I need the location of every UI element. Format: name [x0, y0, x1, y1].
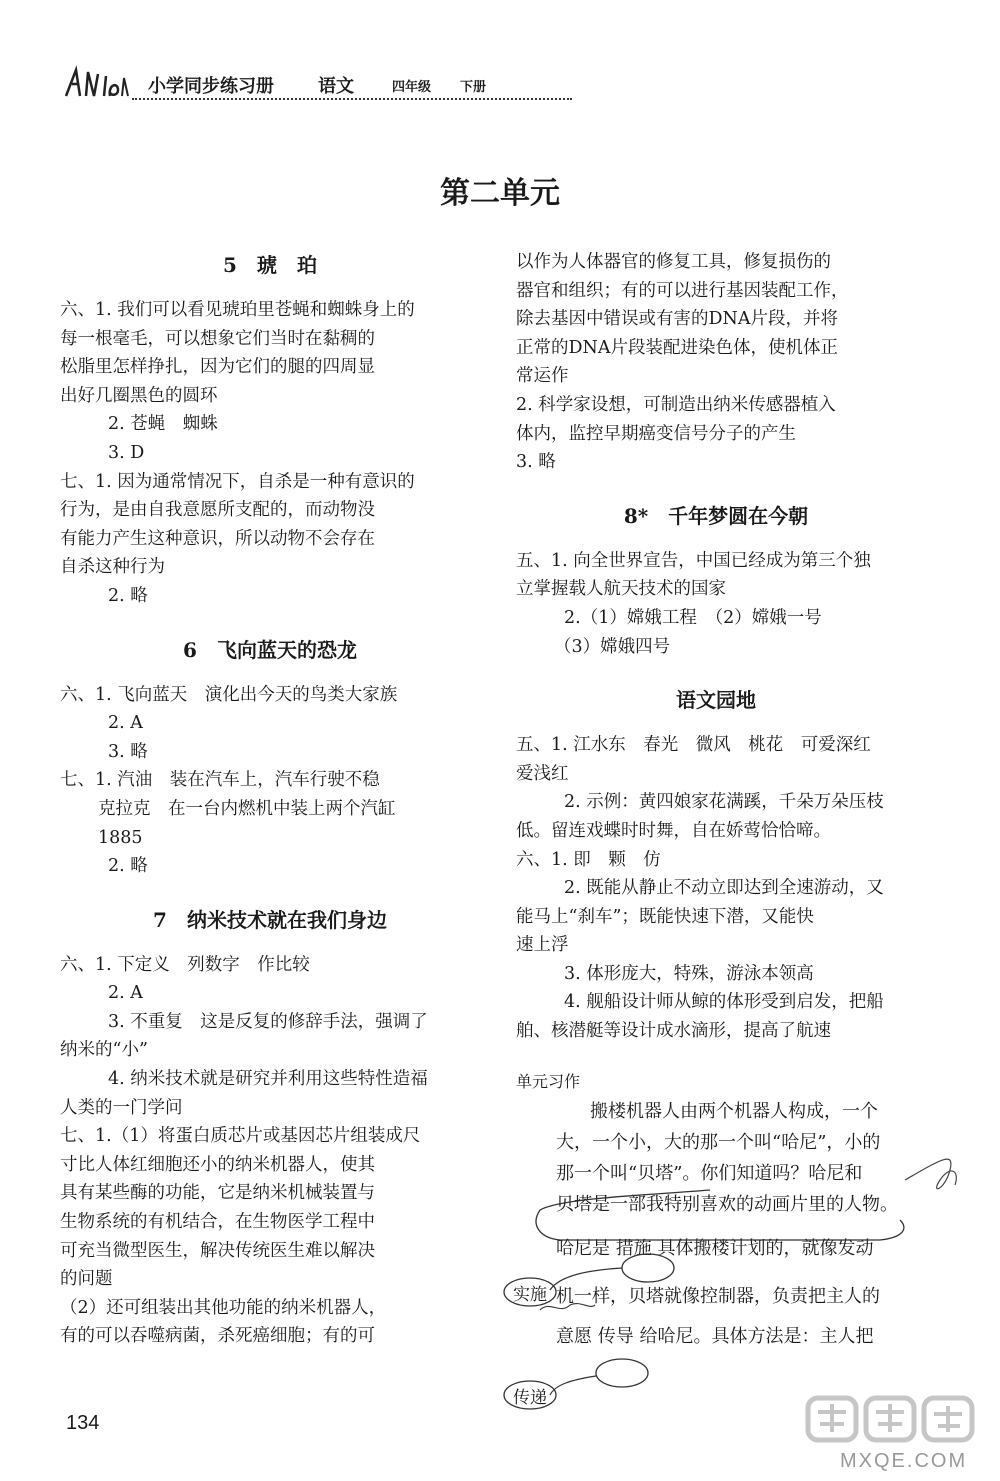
answer-line: 六、1. 即 颗 仿 [516, 849, 661, 870]
essay-line: 搬楼机器人由两个机器人构成，一个 [590, 1101, 878, 1123]
answer-line: 2. 苍蝇 蜘蛛 [108, 414, 218, 435]
answer-line: 五、1. 江水东 春光 微风 桃花 可爱深红 [516, 735, 871, 756]
answer-line: 2. 既能从静止不动立即达到全速游动，又 [564, 878, 884, 899]
answer-line: 2. 科学家设想，可制造出纳米传感器植入 [516, 394, 836, 415]
answer-line: （3）嫦娥四号 [554, 636, 671, 657]
answer-line: 爱浅红 [516, 763, 569, 784]
header-grade: 四年级 [392, 80, 432, 95]
answer-line: 松脂里怎样挣扎，因为它们的腿的四周显 [60, 357, 375, 378]
answer-line: 的问题 [60, 1269, 113, 1290]
header-subject: 语文 [318, 76, 354, 97]
header-book-title: 小学同步练习册 [148, 76, 274, 97]
section-title: 8* 千年梦圆在今朝 [623, 503, 809, 528]
answer-line: （2）还可组装出其他功能的纳米机器人， [60, 1297, 387, 1318]
answer-line: 七、1.（1）将蛋白质芯片或基因芯片组装成尺 [60, 1126, 421, 1147]
answer-line: 出好几圈黑色的圆环 [60, 385, 218, 406]
answer-line: 纳米的“小” [60, 1040, 148, 1061]
header-divider [132, 98, 572, 100]
watermark-text: MXQE.COM [840, 1450, 968, 1472]
answer-line: 2. A [108, 983, 143, 1004]
answer-line: 4. 纳米技术就是研究并利用这些特性造福 [108, 1069, 428, 1090]
answer-line: 3. 体形庞大，特殊，游泳本领高 [564, 963, 814, 984]
answer-line: 六、1. 下定义 列数字 作比较 [60, 954, 310, 975]
essay-label: 单元习作 [516, 1071, 581, 1091]
answer-line: 立掌握载人航天技术的国家 [516, 579, 726, 600]
answer-line: 3. D [108, 442, 145, 463]
answer-line: 2. 示例：黄四娘家花满蹊，千朵万朵压枝 [564, 792, 884, 813]
page-header [62, 62, 522, 106]
section-title: 5 琥 珀 [223, 253, 317, 277]
answer-line: 2.（1）嫦娥工程 （2）嫦娥一号 [564, 607, 822, 628]
answer-line: 有能力产生这种意识，所以动物不会存在 [60, 528, 375, 549]
answer-line: 具有某些酶的功能，它是纳米机械装置与 [60, 1183, 375, 1204]
answer-line: 寸比人体红细胞还小的纳米机器人，使其 [60, 1154, 375, 1175]
section-title: 7 纳米技术就在我们身边 [153, 907, 387, 932]
answer-line: 3. 略 [108, 741, 148, 762]
answer-line: 体内，监控早期癌变信号分子的产生 [516, 423, 796, 444]
answer-line: 克拉克 在一台内燃机中装上两个汽缸 [98, 798, 396, 819]
answer-line: 除去基因中错误或有害的DNA片段，并将 [516, 309, 838, 330]
answer-line: 4. 舰船设计师从鲸的体形受到启发，把船 [564, 992, 884, 1013]
answer-line: 1885 [98, 827, 143, 848]
answer-line: 2. A [108, 713, 143, 734]
essay-line: 意愿 传导 给哈尼。具体方法是：主人把 [556, 1326, 874, 1348]
answer-line: 五、1. 向全世界宣告，中国已经成为第三个独 [516, 550, 871, 571]
answer-line: 有的可以吞噬病菌，杀死癌细胞；有的可 [60, 1326, 375, 1347]
answer-line: 2. 略 [108, 856, 148, 877]
section-title: 语文园地 [676, 688, 756, 713]
answer-line: 低。留连戏蝶时时舞，自在娇莺恰恰啼。 [516, 820, 831, 841]
page-number: 134 [66, 1412, 100, 1434]
answer-line: 可充当微型医生，解决传统医生难以解决 [60, 1240, 375, 1261]
essay-line: 机一样，贝塔就像控制器，负责把主人的 [556, 1286, 880, 1308]
answer-line: 七、1. 因为通常情况下，自杀是一种有意识的 [60, 471, 415, 492]
essay-line: 贝塔是一部我特别喜欢的动画片里的人物。 [556, 1194, 898, 1216]
correction-text: 实施 [513, 1285, 547, 1305]
book-logo-icon [62, 64, 132, 98]
unit-title: 第二单元 [440, 176, 560, 211]
handwritten-marks-icon [500, 1140, 970, 1410]
answer-line: 舶、核潜艇等设计成水滴形，提高了航速 [516, 1021, 831, 1042]
answer-line: 3. 略 [516, 452, 556, 473]
answer-line: 2. 略 [108, 585, 148, 606]
answer-line: 自杀这种行为 [60, 557, 165, 578]
header-volume: 下册 [460, 80, 487, 95]
answer-line: 正常的DNA片段装配进染色体，使机体正 [516, 337, 838, 358]
answer-line: 七、1. 汽油 装在汽车上，汽车行驶不稳 [60, 770, 380, 791]
essay-line: 哈尼是 措施 具体搬楼计划的，就像发动 [556, 1238, 874, 1260]
answer-line: 常运作 [516, 366, 569, 387]
left-column [60, 248, 480, 1351]
answer-line: 速上浮 [516, 935, 569, 956]
correction-text: 传递 [513, 1388, 547, 1408]
answer-line: 行为，是由自我意愿所支配的，而动物没 [60, 500, 375, 521]
answer-line: 器官和组织；有的可以进行基因装配工作， [516, 280, 849, 301]
answer-line: 以作为人体器官的修复工具，修复损伤的 [516, 252, 831, 272]
answer-line: 六、1. 我们可以看见琥珀里苍蝇和蜘蛛身上的 [60, 300, 415, 320]
essay-line: 大，一个小，大的那一个叫“哈尼”，小的 [556, 1132, 881, 1154]
section-title: 6 飞向蓝天的恐龙 [183, 637, 357, 662]
answer-line: 六、1. 飞向蓝天 演化出今天的鸟类大家族 [60, 684, 398, 705]
answer-line: 生物系统的有机结合，在生物医学工程中 [60, 1212, 375, 1233]
answer-line: 人类的一门学问 [60, 1097, 183, 1118]
answer-line: 每一根毫毛，可以想象它们当时在黏稠的 [60, 328, 375, 349]
answer-line: 3. 不重复 这是反复的修辞手法，强调了 [108, 1011, 428, 1032]
essay-line: 那一个叫“贝塔”。你们知道吗？哈尼和 [556, 1163, 863, 1185]
answer-line: 能马上“刹车”；既能快速下潜，又能快 [516, 906, 814, 927]
